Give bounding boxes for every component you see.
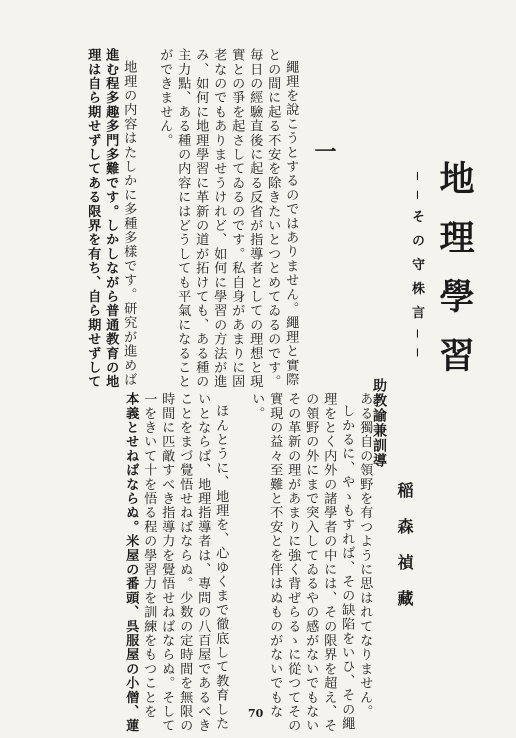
text-column: 理は自ら期せずしてある限界を有ち、自ら期せずして: [85, 48, 101, 389]
text-column: 地理の内容はたしかに多種多樣です。研究が進めば: [121, 60, 137, 387]
text-column: 繩理を說こうとするのではありません。繩理と實際: [283, 60, 299, 387]
section-number: 一: [311, 140, 336, 162]
text-column: 理をとく内外の諸學者の中には、その限界を超え、そ: [321, 392, 337, 733]
text-column: 毎日の經驗直後に起る反省が指導者としての理想と現: [247, 48, 263, 389]
text-column: ができません。: [157, 48, 173, 148]
page-number: 70: [248, 707, 264, 720]
text-column: 主力點、ある種の内容にはどうしても平氣になること: [175, 48, 191, 389]
text-column: しかるに、やゝもすれば、その缺陷をいひ、その繩: [339, 404, 355, 731]
text-column: 實との爭を起さしてゐるのです。私自身があまりに固: [229, 48, 245, 389]
text-column: いとならば、地理指導者は、專問の八百屋であるべき: [195, 392, 211, 733]
text-column: ある獨自の領野を有つように思はれてなりません。: [357, 392, 373, 719]
text-column: 一をきいて十を悟る程の學習力を訓練をもつことを: [141, 392, 157, 719]
text-column: との間に起る不安を除きたいとつとめてゐるのです。: [265, 48, 281, 389]
text-column: ほんとうに、地理を、心ゆくまで徹底して教育した: [213, 404, 229, 731]
text-column: 進む程多趣多門多難です。しかしながら普通教育の地: [103, 48, 119, 389]
text-column: み、如何に地理學習に革新の道が拓けても、ある種の: [193, 48, 209, 389]
text-column: い。: [249, 392, 265, 421]
text-column: ことをまづ覺悟せねばならぬ。少数の定時間を無限の: [177, 392, 193, 733]
text-column: その革新の理があまりに強く背ぜらるゝに從つてその: [285, 392, 301, 733]
text-column: 老なのでもありませうけれど、如何に學習の方法が進: [211, 48, 227, 389]
author-title: 助教諭兼訓導: [371, 378, 387, 468]
text-column: 實現の益々至難と不安とを伴はぬものがないでもな: [267, 392, 283, 719]
article-subtitle: ──その守株言──: [409, 172, 424, 368]
article-title: 地理學習: [434, 160, 474, 396]
text-column: の領野の外にまで突入してゐるやの感がないでもない: [303, 392, 319, 733]
text-column: 本義とせねばならぬ。米屋の番頭、呉服屋の小僧、蓮: [123, 392, 139, 733]
text-column: 時間に匹敵すべき指導力を覺悟せねばならぬ。そして: [159, 392, 175, 733]
author-name: 稲森禎藏: [395, 482, 414, 626]
